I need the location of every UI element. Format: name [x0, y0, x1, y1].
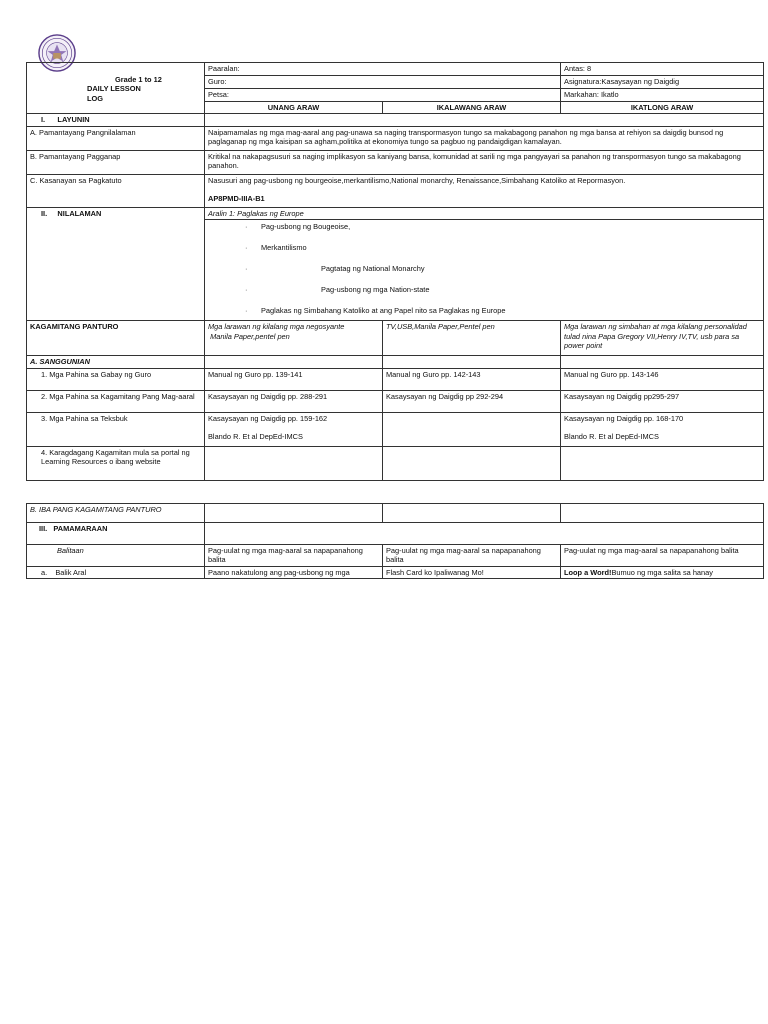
sanggunian-cell — [383, 446, 561, 480]
pamamaraan-blank — [205, 523, 764, 545]
bullet-item: · Pag-usbong ng Bougeoise, — [245, 222, 351, 232]
empty-cell — [383, 356, 561, 368]
balitaan-label: Balitaan — [27, 545, 205, 567]
kasanayan-label: C. Kasanayan sa Pagkatuto — [27, 174, 205, 207]
sanggunian-cell: Kasaysayan ng Daigdig pp295-297 — [561, 390, 764, 412]
empty-cell — [561, 356, 764, 368]
balitaan-day3: Pag-uulat ng mga mag-aaral sa napapanahong balita — [561, 545, 764, 567]
pamantayang-pangnilalaman-text: Naipamamalas ng mga mag-aaral ang pag-unawa sa naging transpormasyon tungo sa makabagong panahon ng mga bansa at rehiyon sa daigdig bunsod ng paglaganap ng mga kaisipan sa agham,politika at ekonomiya tungo sa pagbuo ng pandaigdigan kamalayan. — [205, 126, 764, 150]
day3-header: IKATLONG ARAW — [561, 102, 764, 114]
empty-cell — [383, 504, 561, 523]
balik-aral-day3 — [561, 567, 764, 579]
day1-header: UNANG ARAW — [205, 102, 383, 114]
kagamitan-day1: Mga larawan ng kilalang mga negosyante Manila Paper,pentel pen — [205, 321, 383, 356]
pamantayang-pangnilalaman-label: A. Pamantayang Pangnilalaman — [27, 126, 205, 150]
antas-field: Antas: 8 — [561, 63, 764, 76]
aralin-title: Aralin 1: Paglakas ng Europe — [205, 208, 763, 220]
empty-cell — [205, 504, 383, 523]
log-header-cell — [27, 63, 205, 114]
layunin-blank — [205, 114, 764, 126]
paaralan-field: Paaralan: — [205, 63, 561, 76]
bullet-item: · Pag-usbong ng mga Nation-state — [245, 285, 430, 295]
empty-cell — [561, 504, 764, 523]
grade-label: Grade 1 to 12 — [115, 75, 162, 84]
kagamitang-panturo-label: KAGAMITANG PANTURO — [27, 321, 205, 356]
sanggunian-cell: Kasaysayan ng Daigdig pp 292-294 — [383, 390, 561, 412]
sanggunian-row-label: 3. Mga Pahina sa Teksbuk — [27, 412, 205, 446]
markahan-field: Markahan: Ikatlo — [561, 89, 764, 102]
balitaan-day2: Pag-uulat ng mga mag-aaral sa napapanahong balita — [383, 545, 561, 567]
sanggunian-cell — [561, 446, 764, 480]
pamamaraan-heading: III. PAMAMARAAN — [27, 523, 205, 545]
sanggunian-cell: Manual ng Guro pp. 139-141 — [205, 368, 383, 390]
guro-field: Guro: — [205, 76, 561, 89]
kasanayan-text: Nasusuri ang pag-usbong ng bourgeoise,merkantilismo,National monarchy, Renaissance,Simbahang Katoliko at Repormasyon. — [208, 175, 626, 185]
log-title-line-2: LOG — [87, 93, 104, 103]
petsa-field: Petsa: — [205, 89, 561, 102]
bullet-item: · Paglakas ng Simbahang Katoliko at ang Papel nito sa Paglakas ng Europe — [245, 306, 506, 316]
balik-aral-label: a. Balik Aral — [27, 567, 205, 579]
sanggunian-cell — [383, 412, 561, 446]
nilalaman-cell — [205, 207, 764, 320]
sanggunian-row-label: 2. Mga Pahina sa Kagamitang Pang Mag-aaral — [27, 390, 205, 412]
loop-a-word-title: Loop a Word! — [564, 568, 612, 577]
kagamitan-day2: TV,USB,Manila Paper,Pentel pen — [383, 321, 561, 356]
sanggunian-row-label: 4. Karagdagang Kagamitan mula sa portal ng Learning Resources o ibang website — [27, 446, 205, 480]
balik-aral-day2: Flash Card ko Ipaliwanag Mo! — [383, 567, 561, 579]
sanggunian-cell: Manual ng Guro pp. 142-143 — [383, 368, 561, 390]
kagamitan-day3: Mga larawan ng simbahan at mga kilalang personalidad tulad nina Papa Gregory VII,Henry IV,TV, usb para sa power point — [561, 321, 764, 356]
day2-header: IKALAWANG ARAW — [383, 102, 561, 114]
sanggunian-row-label: 1. Mga Pahina sa Gabay ng Guro — [27, 368, 205, 390]
asignatura-field: Asignatura:Kasaysayan ng Daigdig — [561, 76, 764, 89]
pamamaraan-table — [26, 503, 764, 579]
empty-cell — [205, 356, 383, 368]
sanggunian-heading: A. SANGGUNIAN — [27, 356, 205, 368]
layunin-heading: I. LAYUNIN — [27, 114, 205, 126]
kasanayan-cell — [205, 174, 764, 207]
iba-pang-kagamitan-label: B. IBA PANG KAGAMITANG PANTURO — [27, 504, 205, 523]
sanggunian-cell — [205, 446, 383, 480]
sanggunian-cell: Manual ng Guro pp. 143-146 — [561, 368, 764, 390]
daily-lesson-log-table — [26, 62, 764, 481]
nilalaman-bullet-list — [205, 220, 763, 320]
bullet-item: · Merkantilismo — [245, 243, 307, 253]
nilalaman-heading: II. NILALAMAN — [27, 207, 205, 320]
sanggunian-cell: Kasaysayan ng Daigdig pp. 159-162 Blando R. Et al DepEd-IMCS — [205, 412, 383, 446]
loop-a-word-text: Bumuo ng mga salita sa hanay — [611, 568, 713, 577]
balitaan-day1: Pag-uulat ng mga mag-aaral sa napapanahong balita — [205, 545, 383, 567]
pamantayang-pagganap-label: B. Pamantayang Pagganap — [27, 150, 205, 174]
pamantayang-pagganap-text: Kritikal na nakapagsusuri sa naging implikasyon sa kaniyang bansa, komunidad at sarili ng mga pangyayari sa panahon ng transpormasyon tungo sa makabagong panahon. — [205, 150, 764, 174]
competency-code: AP8PMD-IIIA-B1 — [208, 194, 265, 204]
sanggunian-cell: Kasaysayan ng Daigdig pp. 288-291 — [205, 390, 383, 412]
balik-aral-day1: Paano nakatulong ang pag-usbong ng mga — [205, 567, 383, 579]
bullet-item: · Pagtatag ng National Monarchy — [245, 264, 425, 274]
sanggunian-cell: Kasaysayan ng Daigdig pp. 168-170 Blando R. Et al DepEd-IMCS — [561, 412, 764, 446]
log-title-line-1: DAILY LESSON — [87, 84, 141, 94]
